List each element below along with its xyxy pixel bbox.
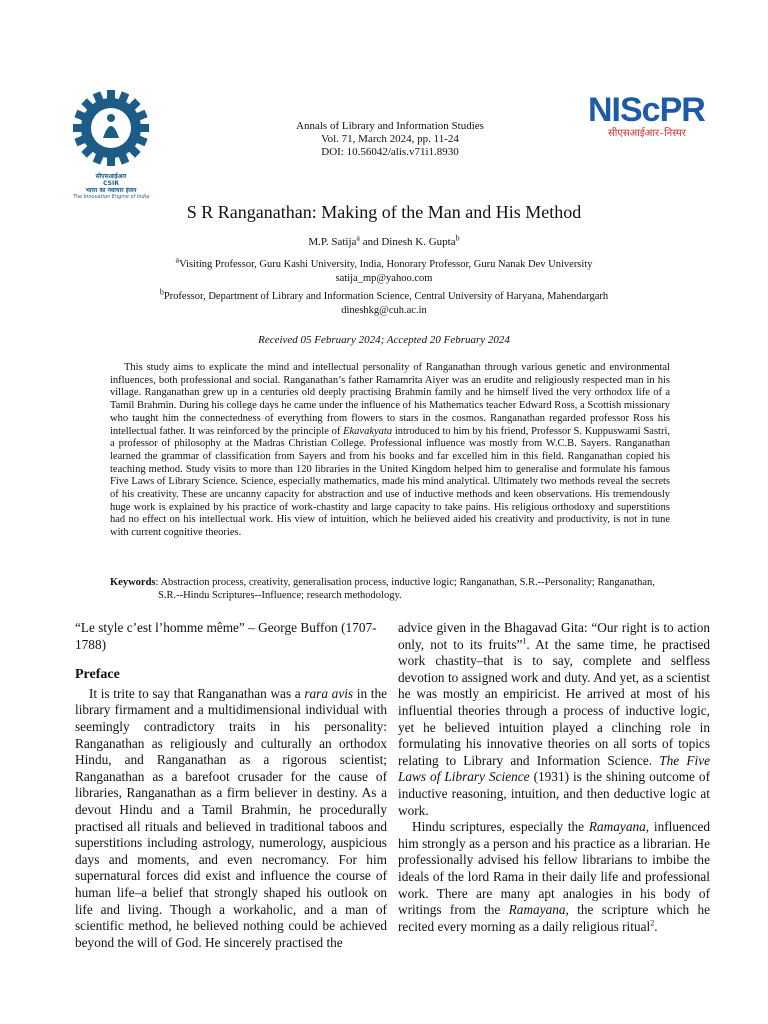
abstract (110, 362, 670, 540)
received-accepted-dates: Received 05 February 2024; Accepted 20 February 2024 (258, 334, 510, 346)
csir-logo (70, 88, 152, 200)
left-column (75, 620, 387, 951)
affiliation-b-email: dineshkg@cuh.ac.in (341, 305, 427, 316)
nispr-logo (588, 92, 708, 150)
epigraph-quote: “Le style c’est l’homme même” – George Buffon (1707-1788) (75, 620, 377, 652)
right-p2-text-b: , influenced him strongly as a person and his practice as a librarian. He professionally advised his fellow librarians to imbibe the ideals of the lord Rama in their daily life and professional work. There are many apt analogies in his body of writings from the (398, 819, 711, 918)
section-heading-preface: Preface (75, 667, 120, 683)
csir-label: CSIR (103, 180, 119, 187)
author-2-affil-mark: b (455, 233, 460, 243)
right-p2-text-d: . (654, 918, 658, 934)
csir-hindi-label: सीएसआईआर (95, 173, 127, 180)
journal-doi: DOI: 10.56042/alis.v71i1.8930 (321, 146, 459, 158)
right-p1-text-b: . At the same time, he practised work chastity–that is to say, complete and selfless devotion to assigned work and duty. And yet, as a scientist he was mostly an empiricist. He arrived at most of his influential theories through a process of inductive logic, yet he believed intuition played a clinching role in formulating his innovative theories on all sorts of topics relating to Library and Information Science. (398, 636, 711, 768)
preface-p1-text-a: It is trite to say that Ranganathan was a (89, 685, 305, 701)
author-conjunction: and (359, 236, 382, 248)
journal-info (240, 120, 540, 159)
author-2: Dinesh K. Gupta (381, 236, 456, 248)
right-p2-text-a: Hindu scriptures, especially the (412, 819, 589, 835)
preface-paragraph-1 (75, 686, 387, 952)
csir-tagline-hindi: भारत का नवाचार इंजन (85, 187, 137, 194)
affiliation-b-text: Professor, Department of Library and Information Science, Central University of Haryana, Mahendargarh (163, 291, 609, 302)
preface-p1-text-b: in the library firmament and a multidimensional individual with seemingly contradictory traits in his personality: Ranganathan as religiously and culturally an orthodox Hindu, and Ranganathan as a rigorous scientist; Ranganathan as a barefoot crusader for the cause of libraries, Ranganathan as a firm believer in destiny. As a devout Hindu and a Tamil Brahmin, he procedurally practised all rituals and believed in traditional taboos and superstitions including astrology, numerology, auspicious days and moments, and even necromancy. For him supernatural forces did exist and influence the course of human life–a belief that strongly shaped his outlook on life and living. Though a workaholic, and a man of scientific method, he believed nothing could be achieved beyond the will of God. He sincerely practised the (75, 685, 388, 950)
journal-volume: Vol. 71, March 2024, pp. 11-24 (321, 133, 459, 145)
keywords (110, 576, 670, 602)
right-p2-italic-2: Ramayana (508, 902, 566, 918)
right-p1-text-a: advice given in the Bhagavad Gita: “Our right is to action only, not to its fruits” (398, 620, 710, 652)
right-p2-italic-1: Ramayana (588, 819, 646, 835)
footnote-ref-1: 1 (522, 636, 527, 646)
csir-gear-emblem-icon (70, 88, 152, 168)
affiliation-a-mark: a (175, 255, 180, 265)
abstract-part-2: introduced to him by his friend, Professor S. Kuppuswami Sastri, a professor of philosophy at the Madras Christian College. Professional influence was mostly from W.C.B. Sayers. Ranganathan learned the grammar of classification from Sayers and from his books and far excelled him in this field. Ranganathan copied his teaching method. Study visits to more than 120 libraries in the United Kingdom helped him to generalise and formulate his famous Five Laws of Library Science. Science, especially mathematics, made his mind analytical. Ultimately two methods reveal the secrets of his creativity. These are uncanny capacity for abstraction and use of inductive methods and keen observations. His tremendously huge work is explained by his practice of work-chastity and large capacity to take pains. His religious orthodoxy and superstitions had no effect on his intellectual work. His view of intuition, which he believed aided his creativity and productivity, is not in tune with current cognitive theories. (110, 425, 670, 539)
affiliation-a-text: Visiting Professor, Guru Kashi University, India, Honorary Professor, Guru Nanak Dev University (179, 259, 593, 270)
right-paragraph-1 (398, 620, 710, 819)
right-p1-italic: The Five Laws of Library Science (398, 752, 711, 785)
journal-name: Annals of Library and Information Studies (296, 120, 484, 132)
author-line (60, 233, 708, 248)
affiliation-b (60, 287, 708, 318)
affiliation-a (60, 255, 708, 286)
keywords-line-2: S.R.--Hindu Scriptures--Influence; research methodology. (158, 590, 402, 601)
right-p1-text-c: (1931) is the shining outcome of inductive reasoning, intuition, and then deductive logic at work. (398, 769, 711, 818)
nispr-hindi-label: सीएसआईआर–निस्पर (608, 128, 686, 139)
csir-tagline: The Innovation Engine of India (72, 194, 150, 200)
keywords-label: Keywords (110, 577, 156, 588)
keywords-line-1: : Abstraction process, creativity, generalisation process, inductive logic; Ranganathan, S.R.--Personality; Ranganathan, (155, 577, 655, 588)
preface-p1-italic: rara avis (304, 685, 354, 701)
footnote-ref-2: 2 (650, 918, 655, 928)
right-paragraph-2 (398, 819, 710, 935)
nispr-wordmark: NIScPR (588, 91, 705, 129)
right-p2-text-c: , the scripture which he recited every morning as a daily religious ritual (398, 902, 710, 934)
abstract-part-1: This study aims to explicate the mind and intellectual personality of Ranganathan through various genetic and environmental influences, both professional and social. Ranganathan’s father Ramamrita Aiyer was an erudite and religiously respected man in his village. Ranganathan grew up in a centuries old deeply practising Brahmin family and he himself lived the very orthodox life of a Tamil Brahmin. During his college days he came under the influence of his Mathematics teacher Edward Ross, a Scottish missionary who taught him the connectedness of everything from flowers to stars in the cosmos. Ranganathan regarded professor Ross his intellectual father. It was reinforced by the principle of (110, 362, 670, 437)
affiliation-a-email: satija_mp@yahoo.com (335, 273, 433, 284)
author-1-affil-mark: a (356, 233, 360, 243)
author-1: M.P. Satija (308, 236, 357, 248)
right-column (398, 620, 710, 935)
affiliation-b-mark: b (159, 287, 164, 297)
paper-title: S R Ranganathan: Making of the Man and His Method (186, 202, 582, 222)
abstract-italic-term: Ekavakyata (343, 425, 393, 437)
